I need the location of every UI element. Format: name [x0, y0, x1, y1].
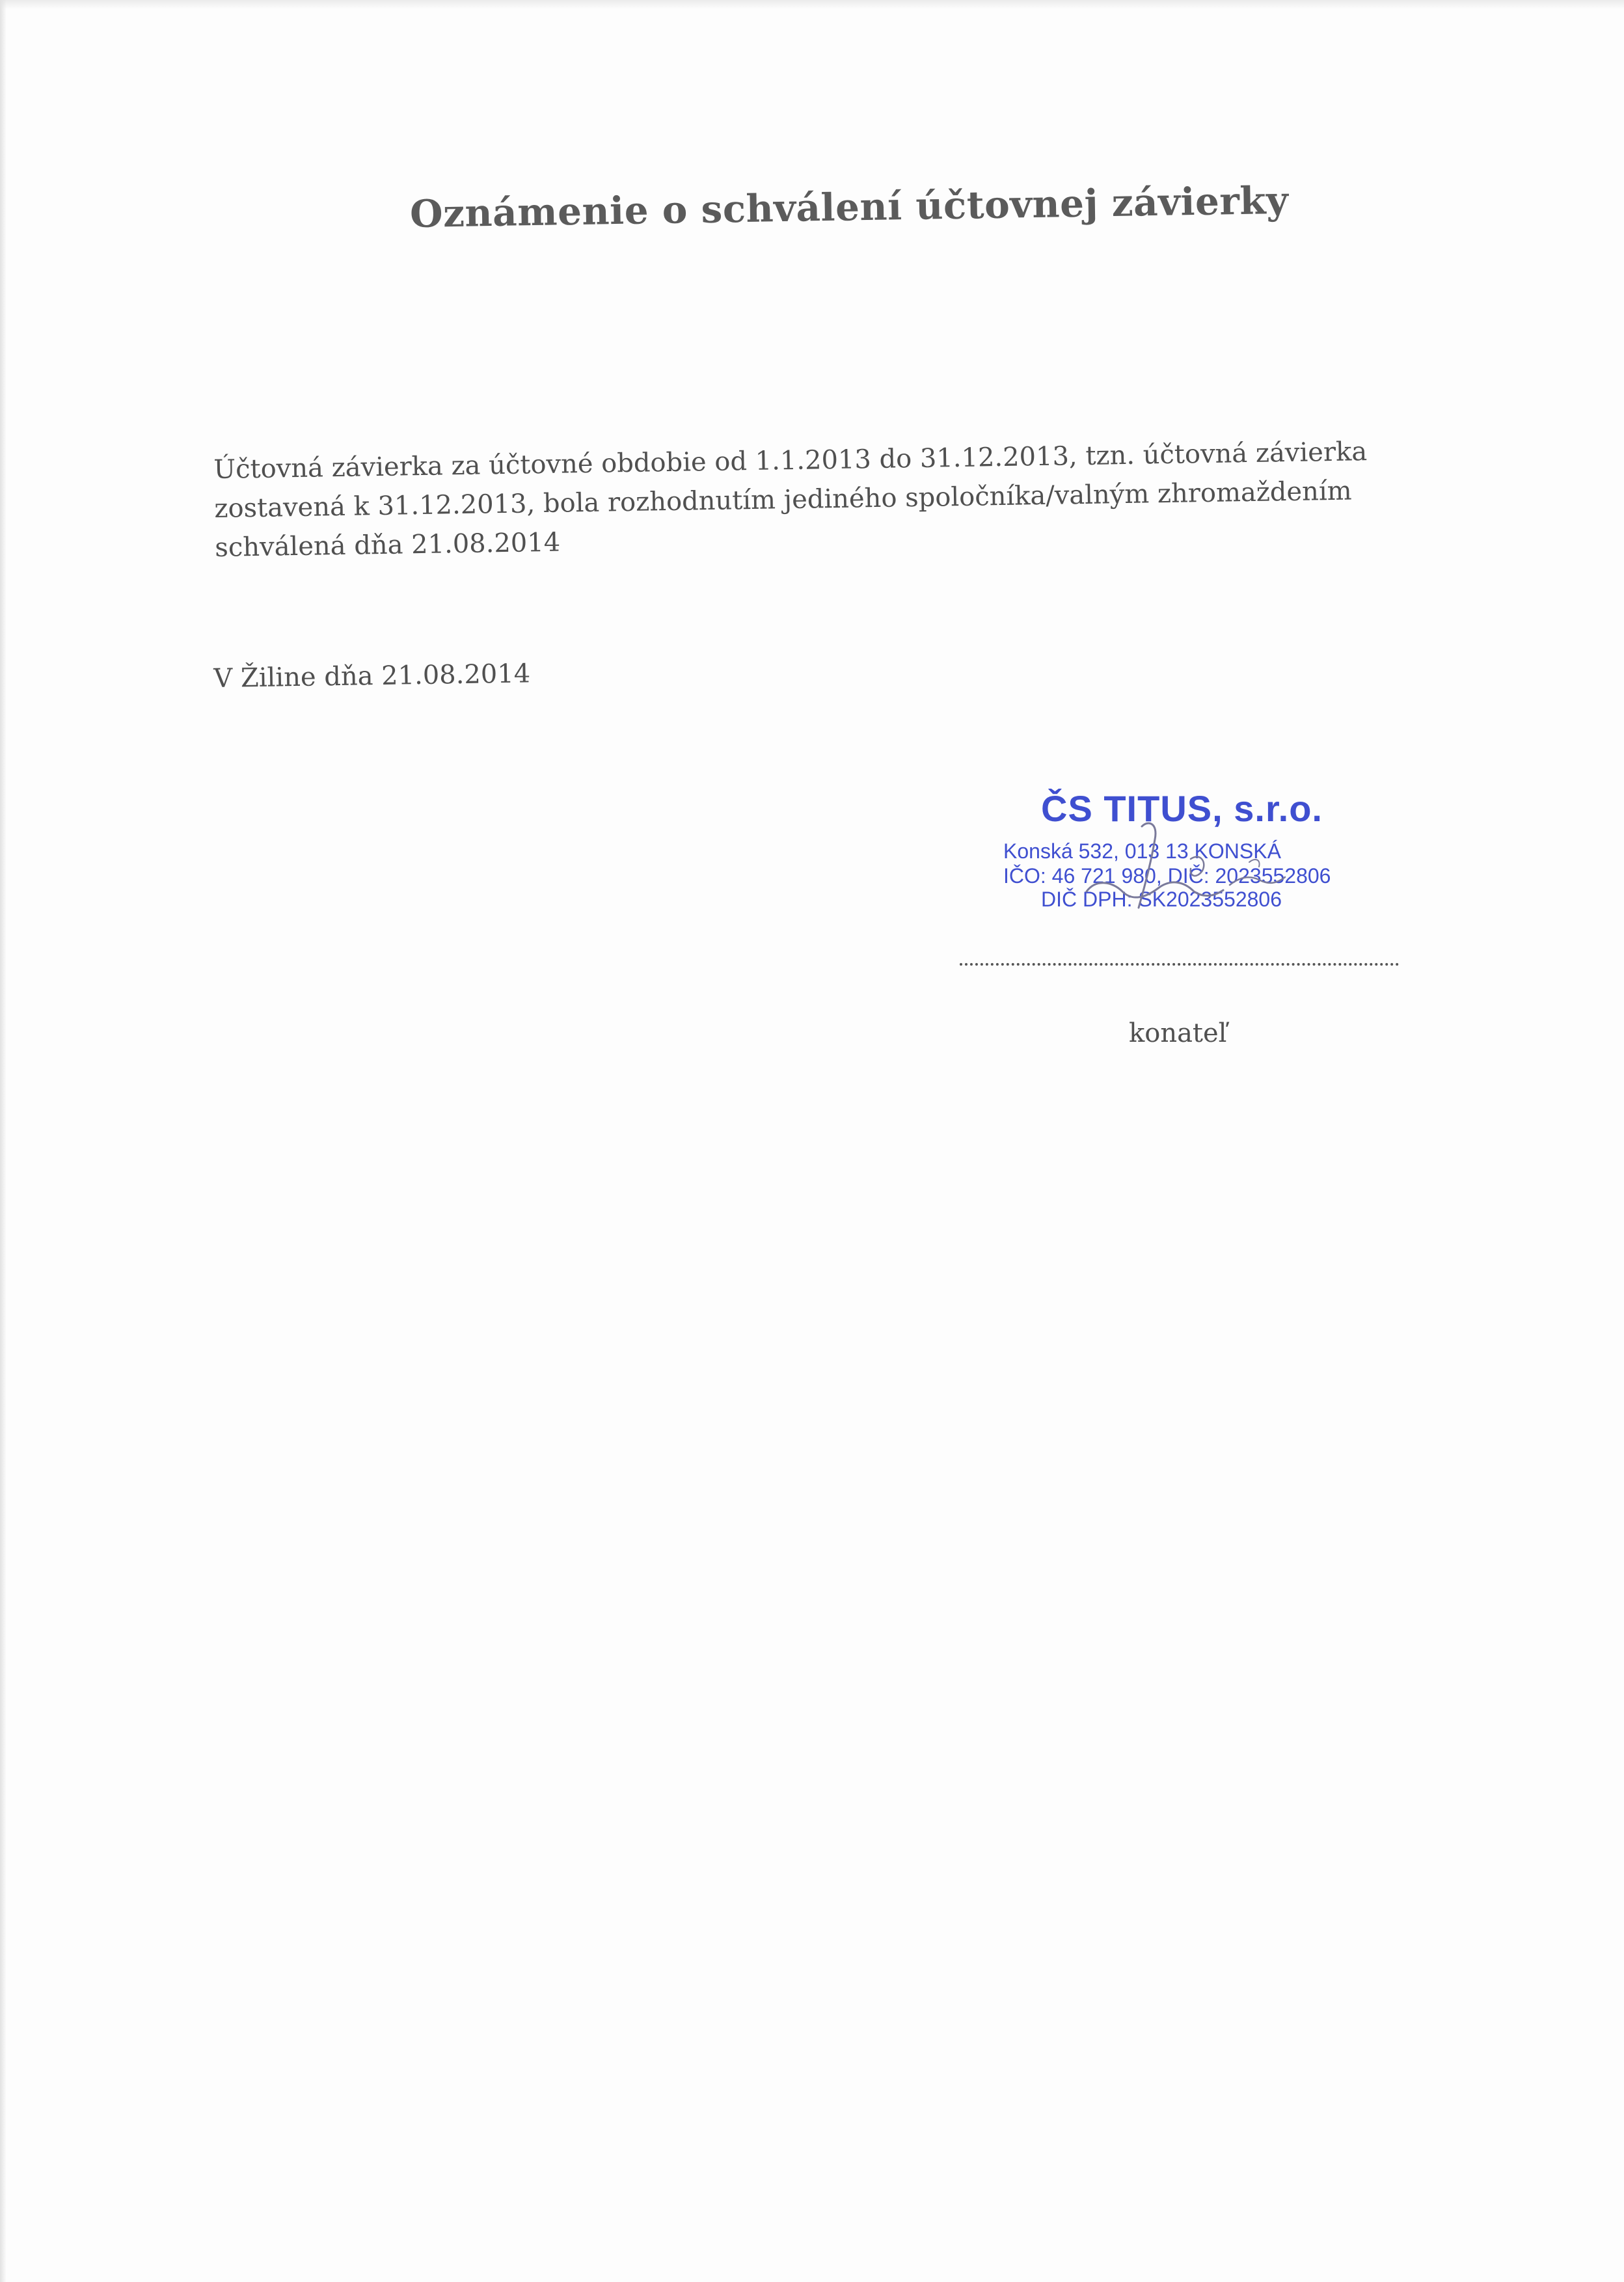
paragraph-line-3: schválená dňa 21.08.2014 [214, 527, 561, 563]
scan-edge-top [0, 0, 1624, 9]
signature-line [960, 963, 1399, 966]
paragraph-line-1: Účtovná závierka za účtovné obdobie od 1.1.2013 do 31.12.2013, tzn. účtovná závierka [213, 437, 1368, 485]
signatory-role: konateľ [1129, 1018, 1227, 1048]
document-title: Oznámenie o schválení účtovnej závierky [409, 178, 1289, 236]
company-stamp [1002, 787, 1366, 937]
scan-edge-left [0, 0, 7, 2282]
body-paragraph [213, 432, 1380, 567]
place-and-date: V Žiline dňa 21.08.2014 [213, 659, 531, 694]
stamp-address: Konská 532, 013 13 KONSKÁ [1003, 839, 1281, 863]
paragraph-line-2: zostavená k 31.12.2013, bola rozhodnutím jediného spoločníka/valným zhromaždením [214, 476, 1352, 524]
stamp-ids: IČO: 46 721 980, DIČ: 2023552806 [1003, 864, 1331, 888]
stamp-company-name: ČS TITUS, s.r.o. [1041, 788, 1323, 829]
stamp-vat-id: DIČ DPH: SK2023552806 [1041, 888, 1282, 911]
